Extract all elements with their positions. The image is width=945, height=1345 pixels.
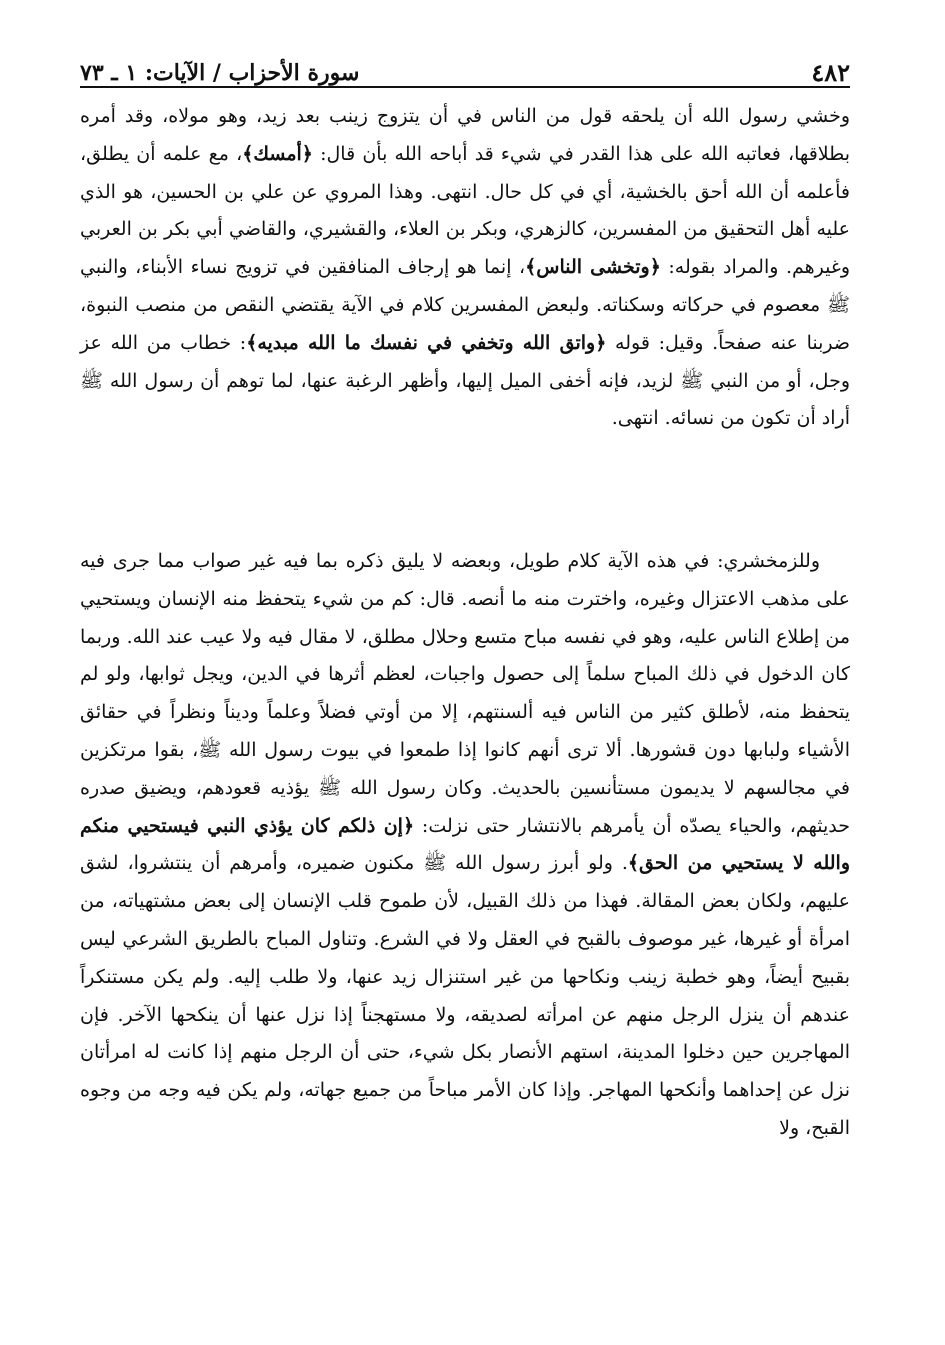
quran-quote: ﴿واتق الله وتخفي في نفسك ما الله مبديه﴾ bbox=[246, 331, 607, 354]
paragraph-1 bbox=[80, 98, 850, 438]
text-segment: وخشي رسول الله أن يلحقه قول من الناس في أن يتزوج زينب بعد زيد، وهو مولاه، وقد أمره بطلاقها، فعاتبه الله على هذا القدر في شيء قد أباحه الله بأن قال: bbox=[80, 105, 850, 165]
quran-quote: ﴿إن ذلكم كان يؤذي النبي فيستحيي منكم والله لا يستحيي من الحق﴾ bbox=[80, 814, 850, 875]
paragraph-text bbox=[80, 98, 850, 438]
quran-quote: ﴿وتخشى الناس﴾ bbox=[525, 256, 661, 279]
text-segment: ، إنما هو إرجاف المنافقين في تزويج نساء الأبناء، والنبي ﷺ معصوم في حركاته وسكناته. ولبعض المفسرين كلام في الآية يقتضي النقص من منصب النبوة، ضربنا عنه صفحاً. وقيل: قوله bbox=[80, 256, 851, 354]
paragraph-text bbox=[80, 543, 850, 1148]
paragraph-2 bbox=[80, 543, 850, 1148]
running-title: سورة الأحزاب / الآيات: ١ ـ ٧٣ bbox=[80, 60, 360, 86]
text-segment: : خطاب من الله عز وجل، أو من النبي ﷺ لزيد، فإنه أخفى الميل إليها، وأظهر الرغبة عنها، لما توهم أن رسول الله ﷺ أراد أن تكون من نسائه. انتهى. bbox=[80, 331, 850, 430]
header-rule bbox=[80, 86, 850, 88]
quran-quote: ﴿أمسك﴾ bbox=[242, 142, 313, 165]
text-segment: وللزمخشري: في هذه الآية كلام طويل، وبعضه لا يليق ذكره بما فيه غير صواب مما جرى فيه على مذهب الاعتزال وغيره، واخترت منه ما أنصه. قال: كم من شيء يتحفظ منه الإنسان ويستحيي من إطلاع الناس عليه، وهو في نفسه مباح متسع وحلال مطلق، لا مقال فيه ولا عيب عند الله. وربما كان الدخول في ذلك المباح سلماً إلى حصول واجبات، لعظم أثرها في الدين، ويجل ثوابها، ولو لم يتحفظ منه، لأطلق كثير من الناس فيه ألسنتهم، إلا من أوتي فضلاً وعلماً وديناً ونظراً في حقائق الأشياء ولبابها دون قشورها. ألا ترى أنهم كانوا إذا طمعوا في بيوت رسول الله ﷺ، بقوا مرتكزين في مجالسهم لا يديمون مستأنسين بالحديث. وكان رسول الله ﷺ يؤذيه قعودهم، ويضيق صدره حديثهم، والحياء يصدّه أن يأمرهم بالانتشار حتى نزلت: bbox=[80, 550, 851, 837]
page-number: ٤٨٢ bbox=[811, 58, 850, 87]
text-segment: . ولو أبرز رسول الله ﷺ مكنون ضميره، وأمرهم أن ينتشروا، لشق عليهم، ولكان بعض المقالة. فهذا من ذلك القبيل، لأن طموح قلب الإنسان إلى بعض مشتهياته، من امرأة أو غيرها، غير موصوف بالقبح في العقل ولا في الشرع. وتناول المباح بالطريق الشرعي ليس بقبيح أيضاً، وهو خطبة زينب ونكاحها من غير استنزال زيد عنها، ولا طلب إليه. ولم يكن مستنكراً عندهم أن ينزل الرجل منهم عن امرأته لصديقه، ولا مستهجناً إذا نزل عنها أن ينكحها الآخر. فإن المهاجرين حين دخلوا المدينة، استهم الأنصار بكل شيء، حتى أن الرجل منهم إذا كانت له امرأتان نزل عن إحداهما وأنكحها المهاجر. وإذا كان الأمر مباحاً من جميع جهاته، ولم يكن فيه وجه من وجوه القبح، ولا bbox=[80, 852, 850, 1139]
text-segment: ، مع علمه أن يطلق، فأعلمه أن الله أحق بالخشية، أي في كل حال. انتهى. وهذا المروي عن علي بن الحسين، هو الذي عليه أهل التحقيق من المفسرين، كالزهري، وبكر بن العلاء، والقشيري، والقاضي أبي بكر بن العربي وغيرهم. والمراد بقوله: bbox=[80, 142, 850, 279]
